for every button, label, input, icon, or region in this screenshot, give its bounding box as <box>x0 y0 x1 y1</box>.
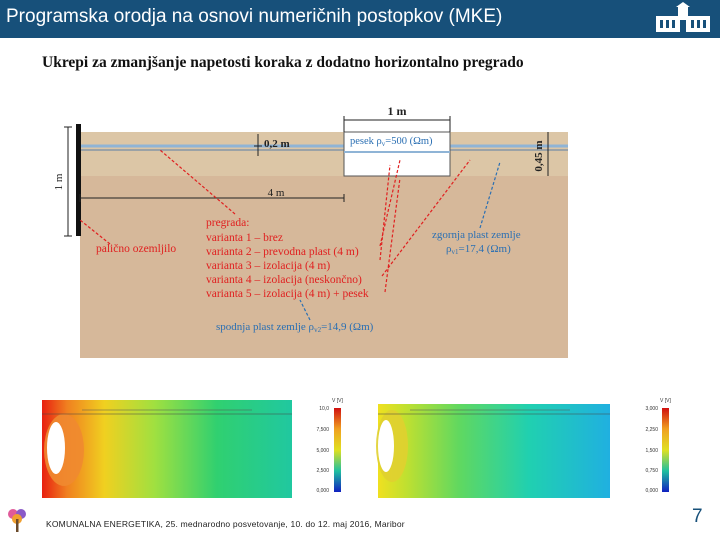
page-number: 7 <box>692 506 703 527</box>
dim-4m: 4 m <box>267 187 285 199</box>
legend-tick: 5,000 <box>316 448 329 454</box>
barrier-variant: varianta 5 – izolacija (4 m) + pesek <box>206 288 369 300</box>
tree-logo-icon <box>6 507 28 533</box>
legend-unit-1: V [V] <box>332 398 343 404</box>
legend-tick: 7,500 <box>316 427 329 433</box>
dim-1m-left: 1 m <box>53 173 65 191</box>
upper-soil-label: zgornja plast zemlje <box>432 229 521 241</box>
legend-tick: 0,750 <box>645 468 658 474</box>
upper-soil-layer <box>80 132 568 176</box>
legend-tick: 3,000 <box>645 406 658 412</box>
barrier-variant: varianta 3 – izolacija (4 m) <box>206 260 331 272</box>
fem-result-plot-2 <box>370 388 684 498</box>
legend-tick: 1,500 <box>645 448 658 454</box>
legend-tick: 10,0 <box>319 406 329 412</box>
upper-soil-value: ρv1=17,4 (Ωm) <box>446 243 511 256</box>
page-title: Programska orodja na osnovi numeričnih postopkov (MKE) <box>6 6 503 27</box>
legend-unit-2: V [V] <box>660 398 671 404</box>
legend-tick: 2,500 <box>316 468 329 474</box>
barrier-title: pregrada: <box>206 217 250 229</box>
dim-1m-top: 1 m <box>387 104 407 118</box>
barrier-variant: varianta 2 – prevodna plast (4 m) <box>206 246 359 258</box>
barrier-variant: varianta 4 – izolacija (neskončno) <box>206 274 362 286</box>
slide-subtitle: Ukrepi za zmanjšanje napetosti koraka z dodatno horizontalno pregrado <box>42 54 524 71</box>
dim-0-45m: 0,45 m <box>533 140 545 172</box>
footer-text: KOMUNALNA ENERGETIKA, 25. mednarodno posvetovanje, 10. do 12. maj 2016, Maribor <box>46 519 405 529</box>
dim-0-2m: 0,2 m <box>264 138 290 150</box>
barrier-variant: varianta 1 – brez <box>206 232 283 244</box>
grounding-rod <box>76 124 81 236</box>
fem-result-plot-1 <box>42 388 350 498</box>
sand-label: pesek ρv=500 (Ωm) <box>350 136 433 148</box>
rod-label: palično ozemljilo <box>96 243 177 255</box>
legend-tick: 0,000 <box>645 488 658 494</box>
legend-tick: 2,250 <box>645 427 658 433</box>
lower-soil-label: spodnja plast zemlje ρv2=14,9 (Ωm) <box>216 321 374 334</box>
legend-tick: 0,000 <box>316 488 329 494</box>
